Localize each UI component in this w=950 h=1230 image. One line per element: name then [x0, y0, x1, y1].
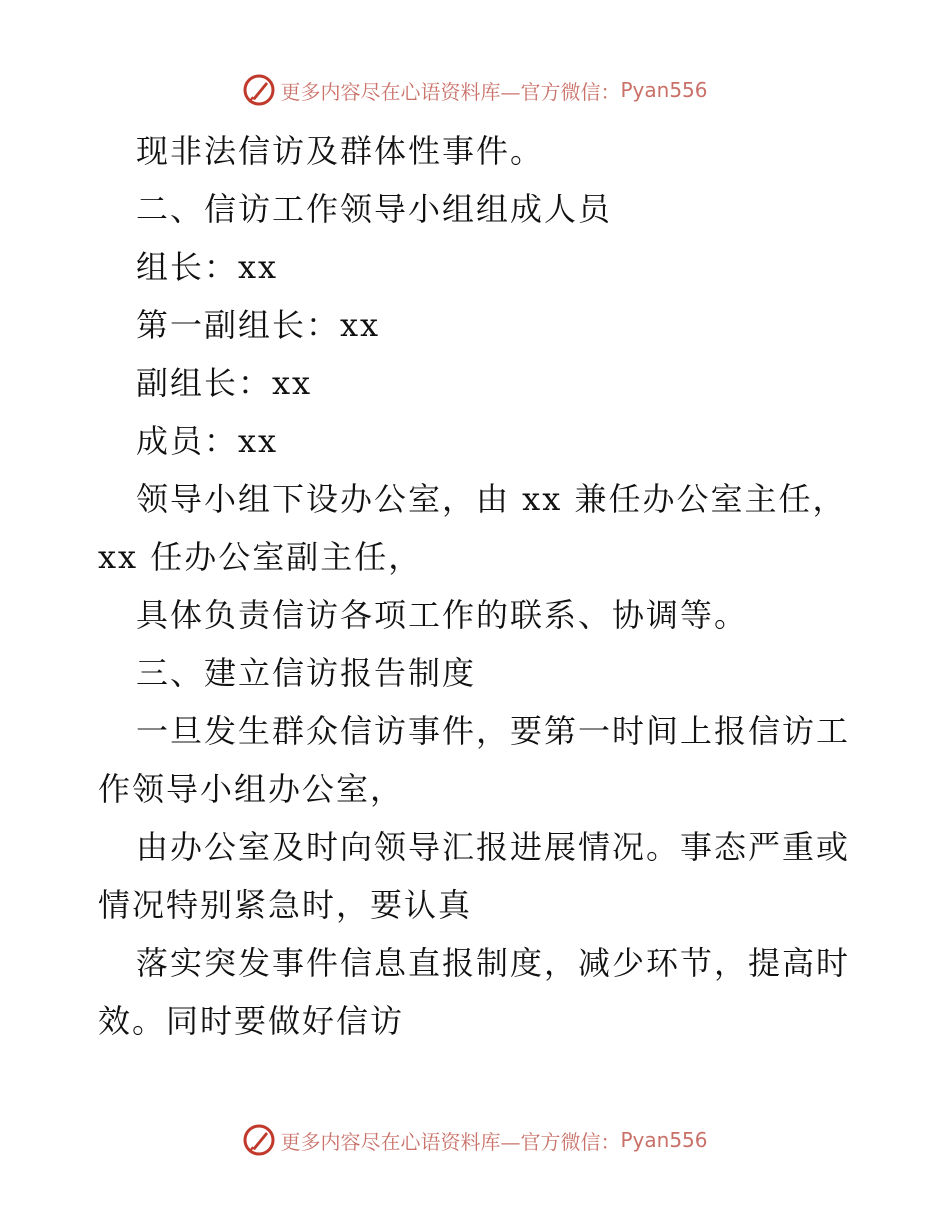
text-line: 第一副组长：xx	[136, 306, 381, 344]
text-line: 具体负责信访各项工作的联系、协调等。	[136, 596, 749, 634]
quill-logo-icon	[242, 1123, 276, 1157]
section-heading: 二、信访工作领导小组组成人员	[136, 190, 613, 228]
watermark-text: 更多内容尽在心语资料库—官方微信：	[280, 1129, 621, 1154]
quill-logo-icon	[242, 73, 276, 107]
text-line: 由办公室及时向领导汇报进展情况。事态严重或	[136, 828, 851, 866]
text-line: 情况特别紧急时，要认真	[98, 886, 473, 924]
watermark-handle: Pyan556	[620, 1128, 708, 1152]
text-line: 现非法信访及群体性事件。	[136, 132, 545, 170]
text-line: xx 任办公室副主任，	[98, 538, 423, 576]
text-line: 领导小组下设办公室，由 xx 兼任办公室主任，	[136, 480, 847, 518]
text-line: 成员：xx	[136, 422, 279, 460]
section-heading: 三、建立信访报告制度	[136, 654, 477, 692]
text-line: 作领导小组办公室，	[98, 770, 405, 808]
text-line: 副组长：xx	[136, 364, 313, 402]
watermark-handle: Pyan556	[620, 78, 708, 102]
watermark-text: 更多内容尽在心语资料库—官方微信：	[280, 79, 621, 104]
text-line: 效。同时要做好信访	[98, 1002, 405, 1040]
text-line: 一旦发生群众信访事件，要第一时间上报信访工	[136, 712, 851, 750]
footer-watermark	[0, 1120, 950, 1160]
text-line: 组长：xx	[136, 248, 279, 286]
document-body	[98, 122, 858, 1050]
text-line: 落实突发事件信息直报制度，减少环节，提高时	[136, 944, 851, 982]
header-watermark	[0, 70, 950, 110]
